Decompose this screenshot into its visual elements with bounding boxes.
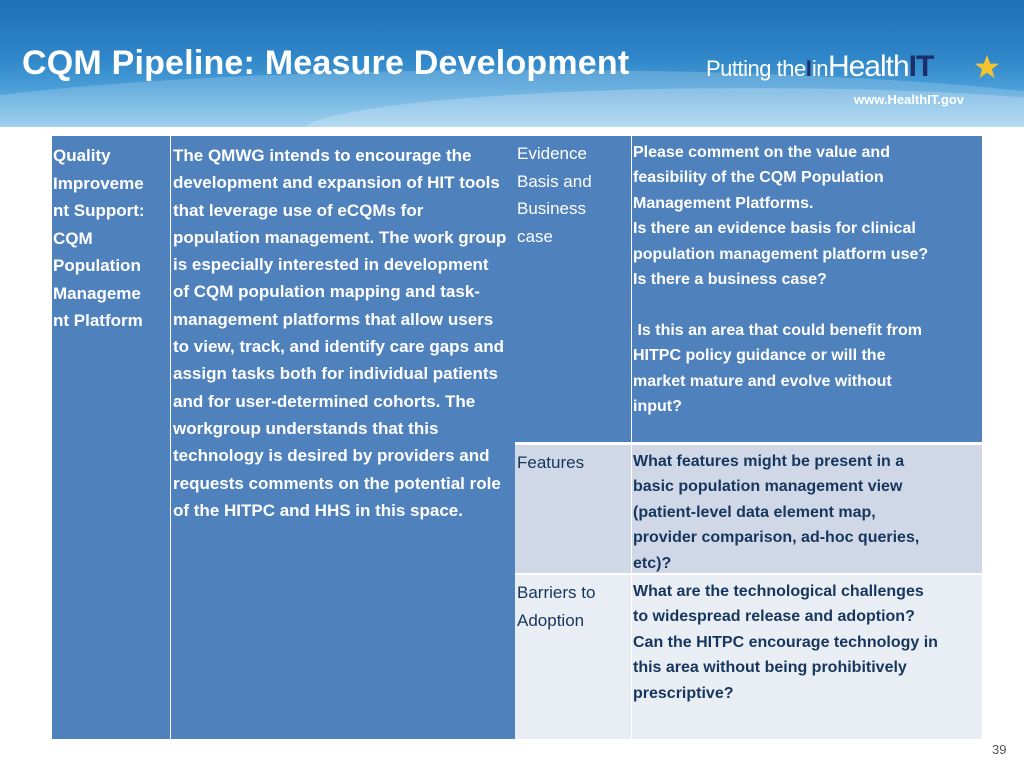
question-line: Is this an area that could benefit from xyxy=(633,321,922,339)
label-line: case xyxy=(517,226,553,246)
questions-cell xyxy=(633,449,981,576)
question-line: this area without being prohibitively xyxy=(633,659,907,677)
question-line: population management platform use? xyxy=(633,245,929,263)
question-line: (patient-level data element map, xyxy=(633,503,876,521)
label-line: Features xyxy=(517,453,585,472)
row-features xyxy=(515,443,982,573)
questions-cell xyxy=(633,579,981,706)
label-line: Barriers to xyxy=(517,583,596,602)
question-line: What are the technological challenges xyxy=(633,583,924,600)
question-line: HITPC policy guidance or will the xyxy=(633,347,886,365)
question-line: Is there a business case? xyxy=(633,271,827,289)
description-cell: The QMWG intends to encourage the development and expansion of HIT tools that leverage use of eCQMs for population management. The work group is especially interested in development of CQM population mapping and task-management platforms that allow users to view, track, and identify care gaps and assign tasks both for individual patients and for user-determined cohorts. The workgroup understands that this technology is desired by providers and requests comments on the potential role of the HITPC and HHS in this space. xyxy=(173,146,507,520)
row-label xyxy=(517,140,627,250)
question-line: prescriptive? xyxy=(633,684,734,702)
topic-description-block xyxy=(52,136,515,739)
logo-putting: Putting the xyxy=(706,56,806,81)
question-line: market mature and evolve without xyxy=(633,372,892,390)
question-line xyxy=(633,292,981,317)
logo-in: in xyxy=(811,56,828,81)
question-line: What features might be present in a xyxy=(633,453,905,470)
topic-line: Quality xyxy=(53,146,111,165)
row-label xyxy=(517,579,627,634)
question-line: Management Platforms. xyxy=(633,194,814,212)
question-line: input? xyxy=(633,398,682,416)
topic-line: nt Platform xyxy=(53,311,143,330)
topic-line: Manageme xyxy=(53,283,141,303)
column-divider xyxy=(170,136,171,739)
question-line: Please comment on the value and xyxy=(633,144,890,161)
logo-wordmark xyxy=(706,50,933,84)
question-line: feasibility of the CQM Population xyxy=(633,169,884,187)
question-line: Is there an evidence basis for clinical xyxy=(633,220,916,238)
row-barriers xyxy=(515,573,982,739)
page-number: 39 xyxy=(992,742,1007,757)
column-divider xyxy=(631,136,632,442)
column-divider xyxy=(631,445,632,573)
topic-line: CQM xyxy=(53,228,93,248)
row-label xyxy=(517,449,627,477)
question-line: provider comparison, ad-hoc queries, xyxy=(633,529,920,547)
label-line: Evidence xyxy=(517,144,587,163)
header-banner xyxy=(0,0,1024,127)
label-line: Business xyxy=(517,199,586,218)
question-line: basic population management view xyxy=(633,478,903,496)
question-line: etc)? xyxy=(633,554,672,572)
slide-title: CQM Pipeline: Measure Development xyxy=(22,44,630,82)
logo-url: www.HealthIT.gov xyxy=(854,92,965,107)
topic-line: nt Support: xyxy=(53,201,145,220)
label-line: Adoption xyxy=(517,610,585,630)
topic-line: Improveme xyxy=(53,173,144,193)
label-line: Basis and xyxy=(517,171,592,191)
healthit-logo xyxy=(706,50,1006,120)
question-line: Can the HITPC encourage technology in xyxy=(633,633,938,651)
logo-health: Health xyxy=(827,50,909,83)
topic-cell xyxy=(53,142,169,335)
topic-line: Population xyxy=(53,256,141,275)
logo-i: I xyxy=(805,56,812,81)
cqm-table xyxy=(52,136,982,739)
star-icon xyxy=(974,54,1000,80)
logo-it: IT xyxy=(908,50,934,83)
column-divider xyxy=(631,575,632,739)
questions-cell xyxy=(633,140,981,419)
row-evidence xyxy=(515,136,982,442)
question-line: to widespread release and adoption? xyxy=(633,608,915,626)
